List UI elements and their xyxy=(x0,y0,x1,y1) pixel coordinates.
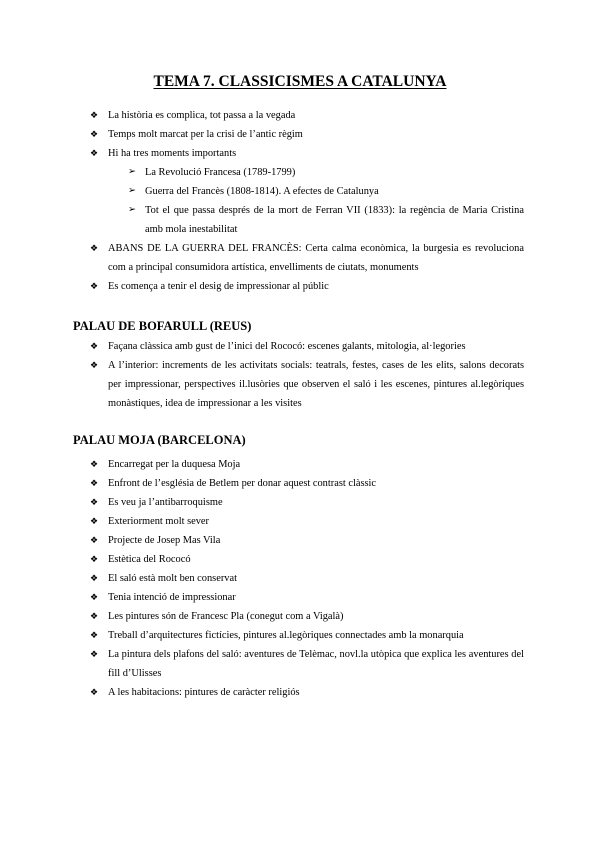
diamond-bullet-icon: ❖ xyxy=(90,516,99,526)
diamond-bullet-icon: ❖ xyxy=(90,497,99,507)
arrowhead-bullet-icon: ➢ xyxy=(128,186,136,196)
diamond-bullet-icon: ❖ xyxy=(90,148,99,158)
arrowhead-bullet-icon: ➢ xyxy=(128,205,136,215)
diamond-bullet-icon: ❖ xyxy=(90,554,99,564)
list-item: ❖ Temps molt marcat per la crisi de l’antic règim xyxy=(0,125,524,144)
bofarull-list xyxy=(0,337,600,413)
diamond-bullet-icon: ❖ xyxy=(90,592,99,602)
diamond-bullet-icon: ❖ xyxy=(90,243,99,253)
list-item: ❖ Façana clàssica amb gust de l’inici del Rococó: escenes galants, mitologia, al·legories xyxy=(0,337,524,356)
diamond-bullet-icon: ❖ xyxy=(90,649,99,659)
list-item: ❖ El saló està molt ben conservat xyxy=(0,569,524,588)
list-item: ❖ Treball d’arquitectures fictícies, pintures al.legòriques connectades amb la monarquia xyxy=(0,626,524,645)
list-item: ❖ Exteriorment molt sever xyxy=(0,512,524,531)
diamond-bullet-icon: ❖ xyxy=(90,687,99,697)
list-item: ❖ Hi ha tres moments importants xyxy=(0,144,524,163)
intro-list xyxy=(0,106,600,163)
list-item: ❖ Les pintures són de Francesc Pla (conegut com a Vigalà) xyxy=(0,607,524,626)
section-heading-bofarull: PALAU DE BOFARULL (REUS) xyxy=(73,319,252,333)
list-item: ➢ Guerra del Francès (1808-1814). A efectes de Catalunya xyxy=(0,182,524,201)
list-item: ❖ A les habitacions: pintures de caràcter religiós xyxy=(0,683,524,702)
list-item: ➢ La Revolució Francesa (1789-1799) xyxy=(0,163,524,182)
list-item: ❖ Encarregat per la duquesa Moja xyxy=(0,455,524,474)
list-item: ❖ La pintura dels plafons del saló: aventures de Telèmac, novl.la utòpica que explica les aventures del fill d’Ulisses xyxy=(0,645,524,683)
moja-list xyxy=(0,455,600,702)
diamond-bullet-icon: ❖ xyxy=(90,360,99,370)
diamond-bullet-icon: ❖ xyxy=(90,535,99,545)
list-item: ❖ Es veu ja l’antibarroquisme xyxy=(0,493,524,512)
arrowhead-bullet-icon: ➢ xyxy=(128,167,136,177)
diamond-bullet-icon: ❖ xyxy=(90,110,99,120)
list-item: ➢ Tot el que passa després de la mort de Ferran VII (1833): la regència de Maria Cristina amb mola inestabilitat xyxy=(0,201,524,239)
list-item: ❖ Estètica del Rococó xyxy=(0,550,524,569)
moments-list xyxy=(0,163,600,239)
diamond-bullet-icon: ❖ xyxy=(90,478,99,488)
diamond-bullet-icon: ❖ xyxy=(90,341,99,351)
list-item: ❖ Tenia intenció de impressionar xyxy=(0,588,524,607)
diamond-bullet-icon: ❖ xyxy=(90,129,99,139)
intro-list-continued xyxy=(0,239,600,296)
list-item: ❖ Projecte de Josep Mas Vila xyxy=(0,531,524,550)
list-item: ❖ Es comença a tenir el desig de impressionar al públic xyxy=(0,277,524,296)
diamond-bullet-icon: ❖ xyxy=(90,630,99,640)
page-title: TEMA 7. CLASSICISMES A CATALUNYA xyxy=(153,73,447,90)
list-item: ❖ La història es complica, tot passa a la vegada xyxy=(0,106,524,125)
section-heading-moja: PALAU MOJA (BARCELONA) xyxy=(73,433,246,447)
diamond-bullet-icon: ❖ xyxy=(90,573,99,583)
list-item: ❖ ABANS DE LA GUERRA DEL FRANCÈS: Certa calma econòmica, la burgesia es revoluciona com a principal consumidora artística, envelliments de ciutats, monuments xyxy=(0,239,524,277)
diamond-bullet-icon: ❖ xyxy=(90,611,99,621)
diamond-bullet-icon: ❖ xyxy=(90,281,99,291)
list-item: ❖ Enfront de l’església de Betlem per donar aquest contrast clàssic xyxy=(0,474,524,493)
diamond-bullet-icon: ❖ xyxy=(90,459,99,469)
list-item: ❖ A l’interior: increments de les activitats socials: teatrals, festes, cases de les elits, salons decorats per impressionar, perspectives il.lusòries que observen el saló i les escenes, pintures al.legòriques monàstiques, idea de impressionar a les visites xyxy=(0,356,524,413)
